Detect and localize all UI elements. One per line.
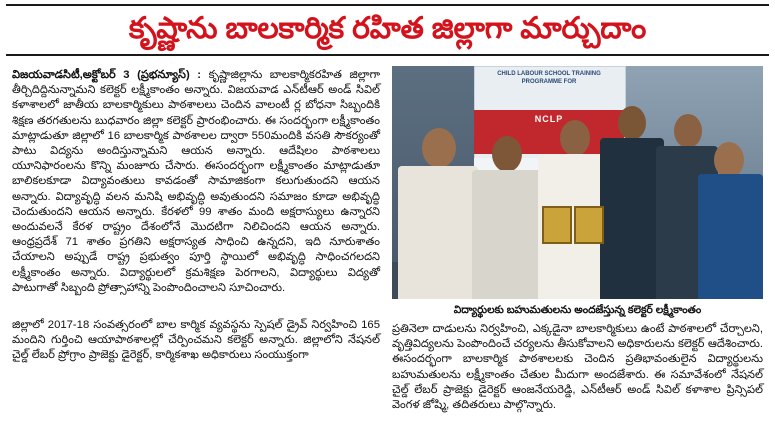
photo-award-plaque bbox=[574, 206, 604, 244]
photo-person-head bbox=[618, 106, 646, 140]
article-photo bbox=[392, 66, 763, 299]
headline-rule-bottom bbox=[6, 54, 769, 56]
photo-person-body bbox=[600, 138, 664, 299]
article-dateline: విజయవాడసిటీ,అక్టోబర్ 3 (ప్రభన్యూస్) : bbox=[12, 69, 202, 81]
photo-person-body bbox=[472, 170, 542, 299]
article-left-column bbox=[12, 68, 380, 296]
headline-block bbox=[0, 4, 775, 56]
photo-person-head bbox=[492, 136, 522, 172]
photo-block bbox=[392, 66, 763, 317]
page-title: కృష్ణాను బాలకార్మిక రహిత జిల్లాగా మార్చుదాం bbox=[128, 12, 647, 45]
article-right-column: ప్రతినెలా దాడులను నిర్వహించి, ఎక్కడైనా బాలకార్మికులు ఉంటే పాఠశాలలో చేర్చాలని, వృత్తివిద్యలను పెంపొందించే చర్యలను తీసుకోవాలని అధికారులను కలెక్టర్ ఆదేశించారు. ఈసందర్భంగా బాలకార్మిక పాఠశాలలకు చెందిన ప్రతిభావంతులైన విద్యార్థులను బహుమతులను లక్ష్మీకాంతం చేతుల మీదుగా అందజేశారు. ఈ సమావేశంలో నేషనల్ చైల్డ్ లేబర్ ప్రాజెక్టు డైరెక్టర్ ఆంజనేయరెడ్డి, ఎన్‌టీఆర్ అండ్ సివిల్ కళాశాల ప్రిన్సిపల్ వెంగళ జోష్మి, తదితరులు పాల్గొన్నారు. bbox=[392, 323, 763, 412]
photo-person-head bbox=[422, 128, 456, 168]
article-body bbox=[0, 60, 775, 448]
photo-person-body bbox=[698, 174, 763, 299]
photo-banner-mid-text: NCLP bbox=[534, 114, 564, 124]
article-left-column-bottom: జిల్లాలో 2017-18 సంవత్సరంలో బాల కార్మిక వ్యవస్థను స్పెషల్ డ్రైవ్ నిర్వహించి 165 మందిని గుర్తించి ఆయాపాఠశాలల్లో చేర్పించమని కలెక్టర్ అన్నారు. జిల్లాలోని నేషనల్ చైల్డ్ లేబర్ ప్రోగ్రాం ప్రాజెక్టు డైరెక్టర్, కార్మికశాఖ అధికారులు సంయుక్తంగా bbox=[12, 319, 380, 362]
article-left-text: కృష్ణాజిల్లాను బాలకార్మికరహిత జిల్లాగా తీర్చిదిద్దినున్నామని కలెక్టర్ లక్ష్మీకాంతం అన్నారు. విజయవాడ ఎన్‌టీఆర్ అండ్ సివిల్ కళాశాలలో జాతీయ బాలకార్మికులు పాఠశాలలు చెందిన వాలంటీ ర్ల బోధనా సిబ్బందికి శిక్షణ తరగతులను బుధవారం జిల్లా కలెక్టర్ ప్రారంభించారు. ఈ సందర్భంగా లక్ష్మీకాంతం మాట్లాడుతూ జిల్లాలో 16 బాలకార్మిక పాఠశాలల ద్వారా 550మందికి వసతి సౌకర్యంతో పాటు విద్యను అందిస్తున్నామని ఆయన అన్నారు. ఆదేషిలం పాఠశాలలు యూనిఫారంలను కొన్ని మంజూరు చేసారు. ఈసందర్భంగా లక్ష్మీకాంతం మాట్లాడుతూ బాలికలకూడా విద్యావంతులు కావడంతో సామాజికంగా కలుగుతుందని ఆయన అన్నారు. విద్యావృద్ధి వలన మనిషి అభివృద్ధి అవుతుందని సమాజం కూడా అభివృద్ధి చెందుతుందని ఆయన అన్నారు. కేరళలో 99 శాతం మంది అక్షరాస్యులు ఉన్నారని అందువలనే కేరళ రాష్ట్రం దేశంలోనే మొదటిగా నిలిచిందని ఆయన అన్నారు. ఆంధ్రప్రదేశ్ 71 శాతం ప్రగతిని అక్షరాస్యత సాధించి ఉన్నదని, ఇది నూరుశాతం చేయాలని అప్పుడే రాష్ట్ర ప్రభుత్వం పూర్తి స్థాయిలో అభివృద్ధి సాధించగలదని లక్ష్మీకాంతం అన్నారు. విద్యార్థులలో క్రమశిక్షణ పెరగాలని, విద్యార్థులు విద్యతో పాటుగాతో సిబ్బంది ప్రోత్సాహాన్ని పెంపొందించాలని సూచించారు. bbox=[12, 69, 381, 294]
headline-rule-top bbox=[6, 4, 769, 6]
photo-person-head bbox=[714, 142, 744, 178]
photo-award-plaque bbox=[542, 206, 572, 244]
photo-person-body bbox=[398, 166, 478, 299]
photo-banner-top-text: CHILD LABOUR SCHOOL TRAINING PROGRAMME FOR bbox=[497, 71, 601, 85]
photo-person-head bbox=[560, 120, 590, 156]
photo-caption: విద్యార్థులకు బహుమతులను అందజేస్తున్న కలెక్టర్ లక్ష్మీకాంతం bbox=[453, 304, 702, 316]
photo-person-head bbox=[674, 114, 702, 148]
